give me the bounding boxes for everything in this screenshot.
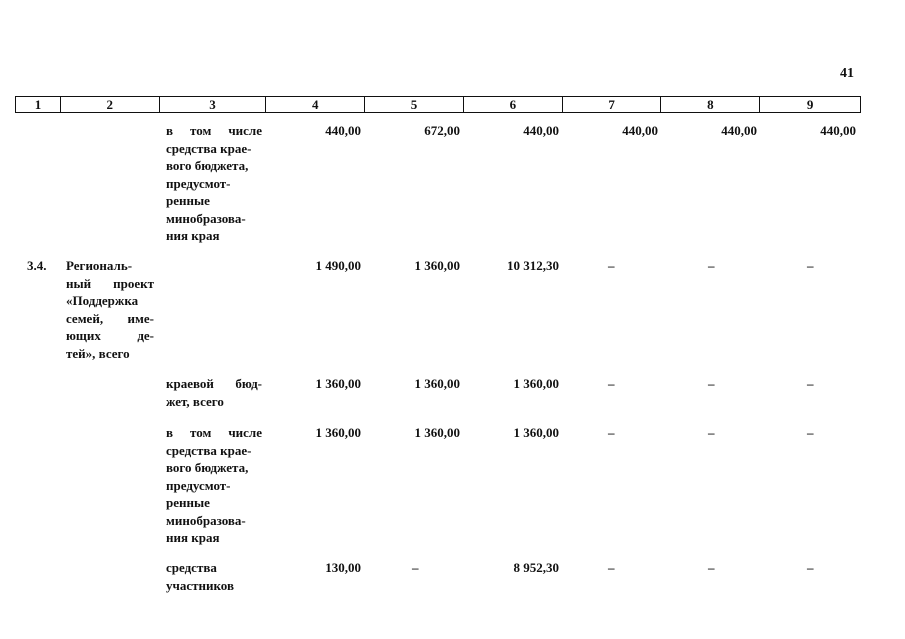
source-line: предусмот- <box>166 477 231 493</box>
source-line: минобразова- <box>166 210 246 226</box>
value-col-9: – <box>807 258 814 273</box>
source-cell <box>166 122 262 245</box>
value-col-9: – <box>807 560 814 575</box>
value-col-6: 1 360,00 <box>513 425 559 440</box>
value-col-9: – <box>807 425 814 440</box>
name-line: ный проект <box>66 275 154 291</box>
value-col-9: – <box>807 376 814 391</box>
source-line: в том числе <box>166 123 262 138</box>
row-number: 3.4. <box>27 258 47 273</box>
header-col-4: 4 <box>266 97 365 112</box>
source-line: ния края <box>166 228 220 243</box>
source-line: средства крае- <box>166 442 252 458</box>
value-col-5: 1 360,00 <box>414 425 460 440</box>
source-line: жет, всего <box>166 393 224 409</box>
value-col-5: 1 360,00 <box>414 376 460 391</box>
source-line: средства <box>166 560 217 575</box>
table-header-row <box>15 96 861 113</box>
value-col-7: – <box>608 425 615 440</box>
header-col-6: 6 <box>464 97 563 112</box>
name-line: «Поддержка <box>66 293 139 308</box>
value-col-7: – <box>608 376 615 391</box>
value-col-4: 130,00 <box>325 560 361 575</box>
value-col-8: 440,00 <box>721 123 757 138</box>
value-col-6: 1 360,00 <box>513 376 559 391</box>
value-col-4: 1 360,00 <box>315 425 361 440</box>
source-cell <box>166 375 262 410</box>
source-line: краевой бюд- <box>166 376 262 391</box>
source-line: ния края <box>166 530 220 545</box>
value-col-7: – <box>608 258 615 273</box>
source-line: вого бюджета, <box>166 158 249 173</box>
source-line: предусмот- <box>166 175 231 191</box>
source-line: минобразова- <box>166 512 246 528</box>
value-col-5: 672,00 <box>424 123 460 138</box>
value-col-9: 440,00 <box>820 123 856 138</box>
name-line: тей», всего <box>66 345 130 361</box>
source-cell <box>166 424 262 547</box>
value-col-4: 440,00 <box>325 123 361 138</box>
source-line: в том числе <box>166 425 262 440</box>
source-line: участников <box>166 577 234 593</box>
value-col-6: 8 952,30 <box>513 560 559 575</box>
header-col-7: 7 <box>563 97 662 112</box>
value-col-5: 1 360,00 <box>414 258 460 273</box>
source-line: вого бюджета, <box>166 460 249 475</box>
value-col-8: – <box>708 258 715 273</box>
source-line: средства крае- <box>166 140 252 156</box>
name-line: ющих де- <box>66 328 154 343</box>
value-col-4: 1 490,00 <box>315 258 361 273</box>
header-col-9: 9 <box>806 97 814 112</box>
header-col-1: 1 <box>16 97 61 112</box>
header-col-5: 5 <box>365 97 464 112</box>
header-col-8: 8 <box>661 97 760 112</box>
value-col-5: – <box>412 560 419 575</box>
value-col-8: – <box>708 376 715 391</box>
value-col-4: 1 360,00 <box>315 376 361 391</box>
value-col-6: 10 312,30 <box>507 258 559 273</box>
value-col-7: – <box>608 560 615 575</box>
name-line: семей, име- <box>66 310 154 326</box>
value-col-6: 440,00 <box>523 123 559 138</box>
name-line: Региональ- <box>66 258 133 273</box>
value-col-8: – <box>708 425 715 440</box>
value-col-8: – <box>708 560 715 575</box>
source-line: ренные <box>166 495 210 510</box>
source-line: ренные <box>166 193 210 208</box>
name-cell <box>66 257 154 362</box>
source-cell <box>166 559 262 594</box>
header-col-3: 3 <box>160 97 267 112</box>
page-number: 41 <box>840 66 854 81</box>
header-col-2: 2 <box>61 97 160 112</box>
value-col-7: 440,00 <box>622 123 658 138</box>
